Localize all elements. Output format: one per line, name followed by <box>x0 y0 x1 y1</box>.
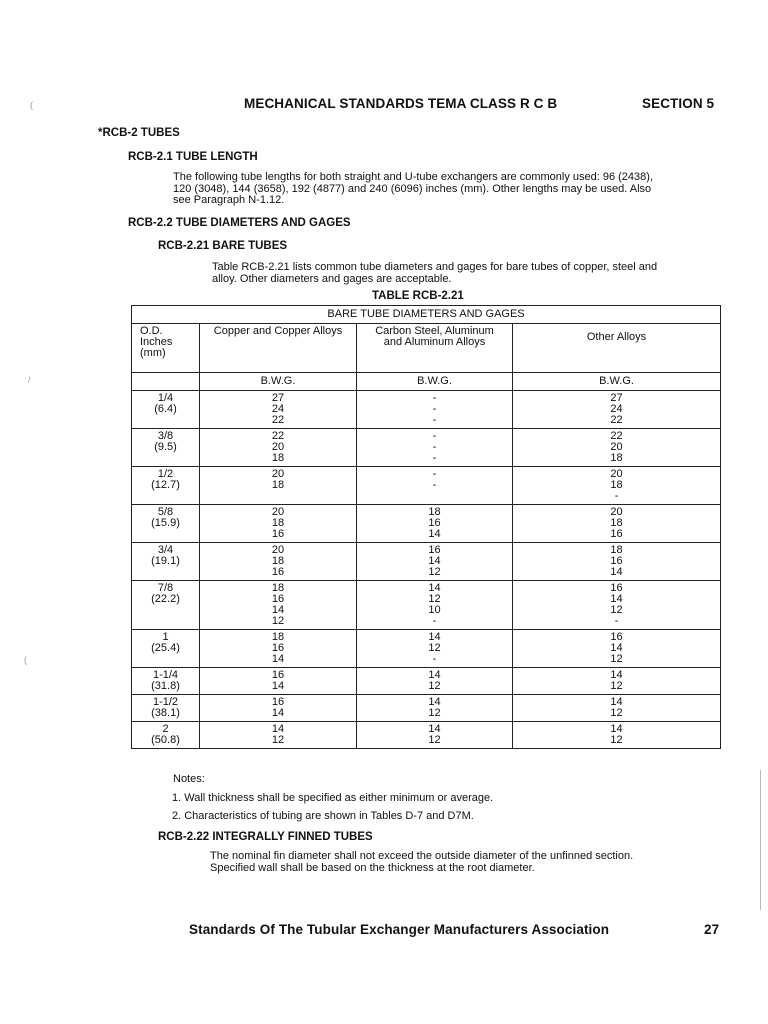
cell-value: - <box>432 403 437 415</box>
table-row <box>132 581 721 630</box>
table-caption: TABLE RCB-2.21 <box>372 290 464 302</box>
cell-value: 18 <box>610 479 623 491</box>
cell-value: 14 <box>610 669 623 681</box>
page-header-title: MECHANICAL STANDARDS TEMA CLASS R C B <box>244 96 558 111</box>
table-row <box>132 695 721 722</box>
carbon-cell <box>357 505 513 543</box>
page-number: 27 <box>704 922 720 937</box>
cell-value: 3/4 <box>157 544 174 556</box>
rcb221-paragraph <box>212 262 722 285</box>
cell-value: 18 <box>271 479 285 491</box>
cell-value: 14 <box>271 653 285 665</box>
cell-value: 14 <box>271 604 285 616</box>
cell-value: 12 <box>428 680 441 692</box>
cell-value: 12 <box>428 642 441 654</box>
cell-value: 18 <box>271 517 285 529</box>
cell-value: 20 <box>271 544 285 556</box>
cell-value: 5/8 <box>157 506 174 518</box>
other-cell <box>513 467 721 505</box>
cell-value: 14 <box>610 723 623 735</box>
cell-value: 12 <box>610 707 623 719</box>
cell-value: 20 <box>610 441 623 453</box>
cell-value: 16 <box>610 631 623 643</box>
table-row <box>132 391 721 429</box>
od-unit-inches: Inches <box>140 336 173 348</box>
bwg-label-other: B.W.G. <box>513 373 721 391</box>
cell-value: - <box>432 452 437 464</box>
cell-value: 27 <box>610 392 623 404</box>
cell-value: (31.8) <box>151 680 180 692</box>
carbon-header-line: and Aluminum Alloys <box>383 336 486 348</box>
cell-value: 16 <box>271 642 285 654</box>
cell-value: 10 <box>428 604 441 616</box>
rcb222-paragraph <box>210 851 730 874</box>
cell-value: 12 <box>428 734 441 746</box>
bwg-label-copper: B.W.G. <box>200 373 357 391</box>
cell-value: 12 <box>610 653 623 665</box>
cell-value: 18 <box>271 582 285 594</box>
cell-value: 18 <box>428 506 441 518</box>
cell-value: 18 <box>271 452 285 464</box>
cell-value: 16 <box>610 528 623 540</box>
cell-value: 16 <box>271 528 285 540</box>
cell-value: 14 <box>428 528 441 540</box>
carbon-cell <box>357 581 513 630</box>
cell-value: 20 <box>610 468 623 480</box>
cell-value: 1/2 <box>157 468 174 480</box>
cell-value: 16 <box>610 555 623 567</box>
carbon-cell <box>357 429 513 467</box>
footer-title: Standards Of The Tubular Exchanger Manufacturers Association <box>189 922 610 937</box>
cell-value: 14 <box>610 566 623 578</box>
cell-value: 1-1/2 <box>152 696 179 708</box>
cell-value: 14 <box>610 593 623 605</box>
notes-heading: Notes: <box>173 773 205 785</box>
copper-cell <box>200 722 357 749</box>
cell-value: - <box>432 430 437 442</box>
table-row <box>132 429 721 467</box>
cell-value: (9.5) <box>154 441 177 453</box>
copper-cell <box>200 429 357 467</box>
cell-value: 22 <box>610 430 623 442</box>
od-cell <box>132 505 200 543</box>
cell-value: 16 <box>271 669 285 681</box>
copper-cell <box>200 668 357 695</box>
cell-value: 12 <box>428 566 441 578</box>
paragraph-line: The following tube lengths for both straight and U-tube exchangers are commonly used: 96 (2438), <box>173 171 653 183</box>
cell-value: 7/8 <box>157 582 174 594</box>
note-item: 2. Characteristics of tubing are shown in Tables D-7 and D7M. <box>172 810 474 822</box>
table-row <box>132 668 721 695</box>
cell-value: 18 <box>271 631 285 643</box>
od-cell <box>132 543 200 581</box>
od-cell <box>132 722 200 749</box>
cell-value: 22 <box>610 414 623 426</box>
column-header-carbon <box>357 324 513 373</box>
cell-value: 16 <box>271 696 285 708</box>
carbon-cell <box>357 391 513 429</box>
cell-value: 12 <box>610 734 623 746</box>
cell-value: 24 <box>271 403 285 415</box>
cell-value: 1 <box>162 631 169 643</box>
cell-value: 14 <box>610 642 623 654</box>
section-heading-rcb2: *RCB-2 TUBES <box>98 127 180 139</box>
cell-value: - <box>432 653 437 665</box>
table-row <box>132 722 721 749</box>
copper-cell <box>200 630 357 668</box>
carbon-cell <box>357 543 513 581</box>
rcb21-paragraph <box>173 172 733 207</box>
note-item: 1. Wall thickness shall be specified as either minimum or average. <box>172 792 494 804</box>
column-header-od <box>132 324 200 373</box>
cell-value: (22.2) <box>151 593 180 605</box>
column-header-other: Other Alloys <box>513 324 721 373</box>
cell-value: 22 <box>271 414 285 426</box>
other-cell <box>513 722 721 749</box>
cell-value: 14 <box>428 696 441 708</box>
cell-value: (6.4) <box>154 403 177 415</box>
copper-cell <box>200 543 357 581</box>
other-cell <box>513 543 721 581</box>
cell-value: 14 <box>271 707 285 719</box>
cell-value: 14 <box>271 723 285 735</box>
cell-value: 12 <box>610 604 623 616</box>
other-cell <box>513 581 721 630</box>
od-cell <box>132 695 200 722</box>
carbon-cell <box>357 668 513 695</box>
copper-cell <box>200 467 357 505</box>
carbon-cell <box>357 467 513 505</box>
cell-value: 1-1/4 <box>152 669 179 681</box>
carbon-cell <box>357 630 513 668</box>
od-cell <box>132 668 200 695</box>
bwg-label-carbon: B.W.G. <box>357 373 513 391</box>
cell-value: (25.4) <box>151 642 180 654</box>
cell-value: 16 <box>610 582 623 594</box>
cell-value: 20 <box>271 441 285 453</box>
cell-value: 14 <box>428 631 441 643</box>
cell-value: 16 <box>271 566 285 578</box>
cell-value: 1/4 <box>157 392 174 404</box>
cell-value: - <box>432 392 437 404</box>
cell-value: 18 <box>271 555 285 567</box>
scan-mark: ( <box>24 655 27 665</box>
other-cell <box>513 630 721 668</box>
cell-value: 14 <box>428 582 441 594</box>
cell-value: 20 <box>271 468 285 480</box>
cell-value: - <box>614 490 619 502</box>
table-row <box>132 505 721 543</box>
cell-value: 12 <box>428 707 441 719</box>
cell-value: 18 <box>610 517 623 529</box>
cell-value: 14 <box>271 680 285 692</box>
cell-value: - <box>432 468 437 480</box>
cell-value: - <box>432 414 437 426</box>
copper-cell <box>200 581 357 630</box>
carbon-cell <box>357 722 513 749</box>
cell-value: 24 <box>610 403 623 415</box>
od-unit-mm: (mm) <box>140 347 166 359</box>
bwg-cell-empty <box>132 373 200 391</box>
cell-value: - <box>432 479 437 491</box>
section-heading-rcb22: RCB-2.2 TUBE DIAMETERS AND GAGES <box>128 217 351 229</box>
cell-value: (12.7) <box>151 479 180 491</box>
od-cell <box>132 630 200 668</box>
od-cell <box>132 429 200 467</box>
cell-value: 2 <box>162 723 169 735</box>
cell-value: - <box>432 441 437 453</box>
section-heading-rcb21: RCB-2.1 TUBE LENGTH <box>128 151 258 163</box>
cell-value: (15.9) <box>151 517 180 529</box>
cell-value: 20 <box>271 506 285 518</box>
cell-value: 22 <box>271 430 285 442</box>
page-header-section: SECTION 5 <box>642 96 715 111</box>
bare-tube-table <box>131 305 721 749</box>
cell-value: 12 <box>428 593 441 605</box>
cell-value: 27 <box>271 392 285 404</box>
scan-edge-line <box>760 770 761 910</box>
cell-value: 18 <box>610 544 623 556</box>
table-row <box>132 543 721 581</box>
cell-value: 12 <box>271 734 285 746</box>
cell-value: - <box>432 615 437 627</box>
section-heading-rcb222: RCB-2.22 INTEGRALLY FINNED TUBES <box>158 831 373 843</box>
cell-value: (38.1) <box>151 707 180 719</box>
cell-value: 20 <box>610 506 623 518</box>
od-cell <box>132 391 200 429</box>
other-cell <box>513 505 721 543</box>
scan-mark: / <box>28 375 31 385</box>
copper-cell <box>200 391 357 429</box>
paragraph-line: The nominal fin diameter shall not exceed the outside diameter of the unfinned section. <box>210 850 634 862</box>
table-title: BARE TUBE DIAMETERS AND GAGES <box>132 306 721 324</box>
cell-value: 16 <box>271 593 285 605</box>
cell-value: 12 <box>271 615 285 627</box>
cell-value: (50.8) <box>151 734 180 746</box>
table-row <box>132 630 721 668</box>
copper-cell <box>200 505 357 543</box>
scan-mark: ( <box>30 100 33 110</box>
cell-value: 16 <box>428 544 441 556</box>
cell-value: - <box>614 615 619 627</box>
carbon-cell <box>357 695 513 722</box>
paragraph-line: see Paragraph N-1.12. <box>173 194 285 206</box>
other-cell <box>513 695 721 722</box>
paragraph-line: 120 (3048), 144 (3658), 192 (4877) and 240 (6096) inches (mm). Other lengths may be used. Also <box>173 182 652 195</box>
cell-value: 14 <box>428 669 441 681</box>
other-cell <box>513 668 721 695</box>
od-label: O.D. <box>140 325 163 337</box>
table-row <box>132 467 721 505</box>
carbon-header-line: Carbon Steel, Aluminum <box>375 325 494 337</box>
paragraph-line: alloy. Other diameters and gages are acceptable. <box>212 272 452 285</box>
cell-value: 14 <box>428 723 441 735</box>
cell-value: 14 <box>428 555 441 567</box>
copper-cell <box>200 695 357 722</box>
cell-value: 12 <box>610 680 623 692</box>
cell-value: 3/8 <box>157 430 174 442</box>
other-cell <box>513 391 721 429</box>
cell-value: (19.1) <box>151 555 180 567</box>
other-cell <box>513 429 721 467</box>
od-cell <box>132 581 200 630</box>
paragraph-line: Specified wall shall be based on the thickness at the root diameter. <box>210 861 535 874</box>
cell-value: 14 <box>610 696 623 708</box>
cell-value: 18 <box>610 452 623 464</box>
od-cell <box>132 467 200 505</box>
paragraph-line: Table RCB-2.21 lists common tube diameters and gages for bare tubes of copper, steel and <box>212 261 658 273</box>
section-heading-rcb221: RCB-2.21 BARE TUBES <box>158 240 288 252</box>
cell-value: 16 <box>428 517 441 529</box>
column-header-copper: Copper and Copper Alloys <box>200 324 357 373</box>
